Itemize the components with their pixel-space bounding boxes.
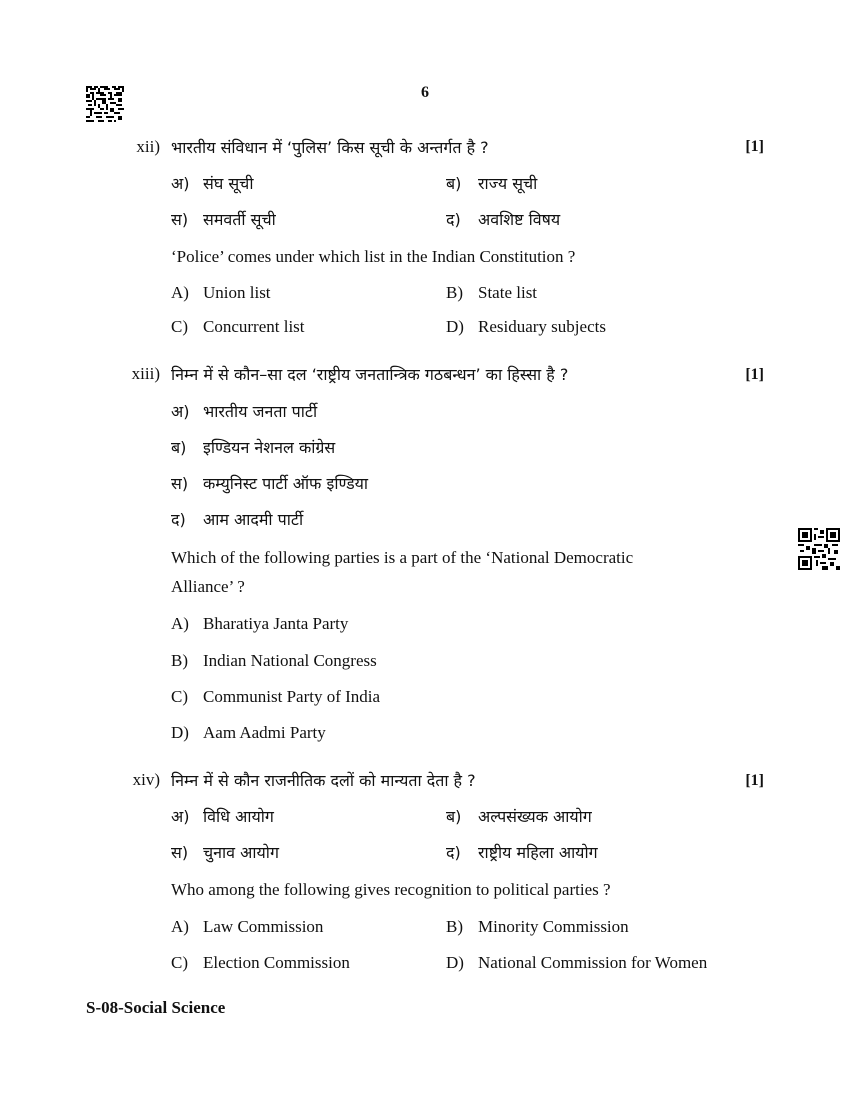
option-english-a: A) Law Commission [171, 917, 324, 936]
option-english-b: B) Minority Commission [446, 917, 629, 936]
option-english-d: D) National Commission for Women [446, 953, 708, 972]
question-text-hindi: निम्न में से कौन राजनीतिक दलों को मान्यता देता है ? [171, 771, 476, 790]
option-english-a: A) Bharatiya Janta Party [171, 614, 349, 633]
question-text-english-line1: Which of the following parties is a part of the ‘National Democratic [171, 548, 634, 567]
marks-label: [1] [745, 138, 764, 155]
footer-subject-code: S-08-Social Science [86, 998, 226, 1017]
option-hindi-c: स) कम्युनिस्ट पार्टी ऑफ इण्डिया [171, 474, 369, 493]
option-english-c: C) Communist Party of India [171, 687, 381, 706]
option-english-a: A) Union list [171, 283, 271, 302]
question-text-english: ‘Police’ comes under which list in the Indian Constitution ? [171, 247, 576, 266]
question-text-hindi: निम्न में से कौन–सा दल ‘राष्ट्रीय जनतान्त्रिक गठबन्धन’ का हिस्सा है ? [171, 365, 569, 384]
option-english-b: B) State list [446, 283, 538, 302]
option-english-d: D) Aam Aadmi Party [171, 723, 326, 742]
page-number: 6 [421, 84, 429, 101]
question-text-english-line2: Alliance’ ? [171, 577, 245, 596]
option-hindi-c: स) समवर्ती सूची [171, 210, 276, 229]
marks-label: [1] [745, 366, 764, 383]
option-hindi-d: द) अवशिष्ट विषय [446, 210, 561, 229]
option-hindi-a: अ) विधि आयोग [171, 807, 274, 826]
option-english-c: C) Concurrent list [171, 317, 305, 336]
option-hindi-c: स) चुनाव आयोग [171, 843, 279, 862]
option-hindi-b: ब) अल्पसंख्यक आयोग [446, 807, 592, 826]
question-number: xiv) [132, 770, 160, 789]
question-number: xiii) [131, 364, 160, 383]
question-number: xii) [136, 137, 160, 156]
option-hindi-d: द) आम आदमी पार्टी [171, 510, 304, 529]
option-hindi-b: ब) राज्य सूची [446, 174, 538, 193]
question-text-hindi: भारतीय संविधान में ‘पुलिस’ किस सूची के अन्तर्गत है ? [171, 138, 489, 157]
option-hindi-a: अ) भारतीय जनता पार्टी [171, 402, 318, 421]
question-text-english: Who among the following gives recognition to political parties ? [171, 880, 611, 899]
option-english-d: D) Residuary subjects [446, 317, 606, 336]
qr-code-side [798, 528, 840, 570]
option-hindi-a: अ) संघ सूची [171, 174, 254, 193]
marks-label: [1] [745, 772, 764, 789]
option-hindi-d: द) राष्ट्रीय महिला आयोग [446, 843, 598, 862]
option-hindi-b: ब) इण्डियन नेशनल कांग्रेस [171, 438, 336, 457]
option-english-c: C) Election Commission [171, 953, 350, 972]
option-english-b: B) Indian National Congress [171, 651, 377, 670]
